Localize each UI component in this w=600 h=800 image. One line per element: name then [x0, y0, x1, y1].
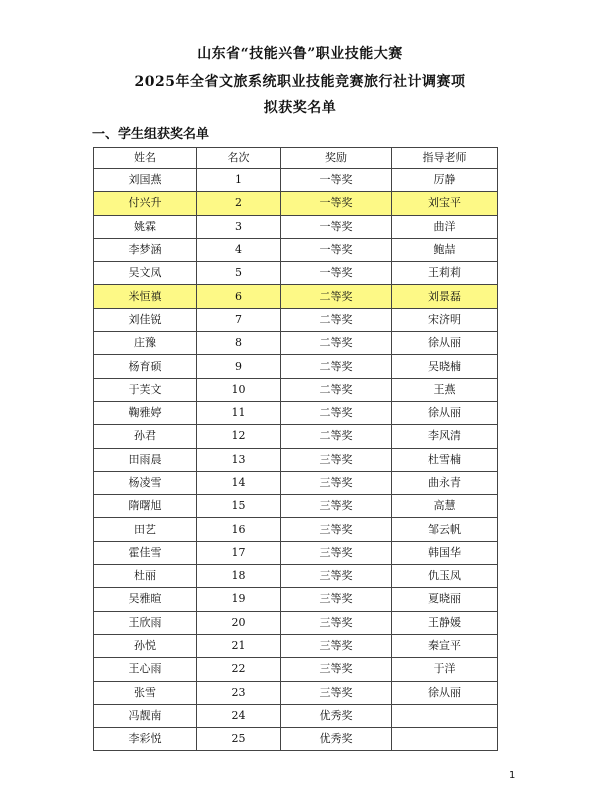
table-row	[94, 169, 498, 192]
cell-teacher: 王静媛	[392, 611, 498, 634]
cell-award: 三等奖	[281, 634, 392, 657]
cell-award: 三等奖	[281, 541, 392, 564]
cell-award: 一等奖	[281, 215, 392, 238]
cell-teacher: 鲍喆	[392, 238, 498, 261]
cell-teacher: 徐从丽	[392, 332, 498, 355]
cell-teacher: 刘宝平	[392, 192, 498, 215]
cell-teacher: 王燕	[392, 378, 498, 401]
cell-name: 李梦涵	[94, 238, 197, 261]
cell-teacher: 高慧	[392, 495, 498, 518]
table-row	[94, 518, 498, 541]
cell-rank: 1	[197, 169, 281, 192]
cell-name: 吴文凤	[94, 262, 197, 285]
cell-rank: 18	[197, 565, 281, 588]
cell-name: 吴雅暄	[94, 588, 197, 611]
cell-rank: 2	[197, 192, 281, 215]
column-header-name: 姓名	[94, 148, 197, 169]
table-row	[94, 704, 498, 727]
cell-teacher: 徐从丽	[392, 401, 498, 424]
title-line-3: 拟获奖名单	[263, 100, 337, 116]
cell-name: 姚霖	[94, 215, 197, 238]
cell-teacher: 杜雪楠	[392, 448, 498, 471]
table-header-row	[94, 148, 498, 169]
cell-award: 二等奖	[281, 425, 392, 448]
cell-teacher: 刘景磊	[392, 285, 498, 308]
cell-teacher: 夏晓丽	[392, 588, 498, 611]
cell-name: 杨凌雪	[94, 471, 197, 494]
cell-name: 田艺	[94, 518, 197, 541]
cell-rank: 17	[197, 541, 281, 564]
table-row	[94, 425, 498, 448]
cell-name: 田雨晨	[94, 448, 197, 471]
table-row	[94, 471, 498, 494]
cell-name: 隋曙旭	[94, 495, 197, 518]
cell-rank: 6	[197, 285, 281, 308]
awards-table	[93, 147, 498, 751]
cell-name: 杨育硕	[94, 355, 197, 378]
cell-rank: 12	[197, 425, 281, 448]
title-line-2: 2025年全省文旅系统职业技能竞赛旅行社计调赛项	[134, 74, 466, 90]
cell-name: 鞠雅婷	[94, 401, 197, 424]
cell-rank: 3	[197, 215, 281, 238]
table-row	[94, 495, 498, 518]
cell-award: 三等奖	[281, 565, 392, 588]
table-row	[94, 332, 498, 355]
cell-rank: 19	[197, 588, 281, 611]
cell-rank: 14	[197, 471, 281, 494]
cell-name: 李彩悦	[94, 728, 197, 751]
column-header-rank: 名次	[197, 148, 281, 169]
cell-teacher: 仇玉凤	[392, 565, 498, 588]
cell-rank: 25	[197, 728, 281, 751]
column-header-award: 奖励	[281, 148, 392, 169]
cell-rank: 10	[197, 378, 281, 401]
cell-award: 二等奖	[281, 332, 392, 355]
cell-award: 三等奖	[281, 471, 392, 494]
cell-award: 三等奖	[281, 588, 392, 611]
cell-teacher	[392, 728, 498, 751]
cell-teacher	[392, 704, 498, 727]
cell-teacher: 宋济明	[392, 308, 498, 331]
cell-rank: 15	[197, 495, 281, 518]
cell-name: 冯靓南	[94, 704, 197, 727]
cell-award: 一等奖	[281, 192, 392, 215]
table-row	[94, 285, 498, 308]
cell-award: 优秀奖	[281, 728, 392, 751]
cell-award: 二等奖	[281, 378, 392, 401]
cell-award: 二等奖	[281, 285, 392, 308]
column-header-teacher: 指导老师	[392, 148, 498, 169]
cell-award: 三等奖	[281, 658, 392, 681]
cell-name: 刘佳锐	[94, 308, 197, 331]
cell-rank: 5	[197, 262, 281, 285]
table-row	[94, 565, 498, 588]
cell-award: 三等奖	[281, 518, 392, 541]
cell-rank: 13	[197, 448, 281, 471]
cell-teacher: 厉静	[392, 169, 498, 192]
cell-rank: 24	[197, 704, 281, 727]
table-row	[94, 634, 498, 657]
cell-name: 刘国燕	[94, 169, 197, 192]
cell-name: 王心雨	[94, 658, 197, 681]
cell-award: 一等奖	[281, 262, 392, 285]
table-row	[94, 448, 498, 471]
cell-rank: 22	[197, 658, 281, 681]
table-row	[94, 215, 498, 238]
cell-rank: 16	[197, 518, 281, 541]
table-row	[94, 611, 498, 634]
cell-rank: 7	[197, 308, 281, 331]
cell-teacher: 李风清	[392, 425, 498, 448]
cell-rank: 21	[197, 634, 281, 657]
cell-rank: 9	[197, 355, 281, 378]
cell-teacher: 曲永青	[392, 471, 498, 494]
cell-award: 一等奖	[281, 238, 392, 261]
cell-award: 三等奖	[281, 611, 392, 634]
cell-teacher: 秦宣平	[392, 634, 498, 657]
cell-award: 三等奖	[281, 448, 392, 471]
cell-teacher: 吴晓楠	[392, 355, 498, 378]
cell-rank: 11	[197, 401, 281, 424]
title-line-1: 山东省“技能兴鲁”职业技能大赛	[197, 46, 403, 62]
page-number: 1	[509, 770, 516, 781]
cell-award: 三等奖	[281, 681, 392, 704]
section-heading: 一、学生组获奖名单	[92, 127, 210, 142]
cell-name: 庄豫	[94, 332, 197, 355]
cell-award: 三等奖	[281, 495, 392, 518]
cell-name: 杜丽	[94, 565, 197, 588]
cell-rank: 4	[197, 238, 281, 261]
cell-name: 付兴升	[94, 192, 197, 215]
cell-award: 二等奖	[281, 355, 392, 378]
table-row	[94, 262, 498, 285]
cell-teacher: 韩国华	[392, 541, 498, 564]
cell-teacher: 邹云帆	[392, 518, 498, 541]
table-row	[94, 658, 498, 681]
cell-rank: 23	[197, 681, 281, 704]
cell-name: 于芙文	[94, 378, 197, 401]
cell-name: 米恒禛	[94, 285, 197, 308]
table-row	[94, 308, 498, 331]
table-row	[94, 401, 498, 424]
table-row	[94, 728, 498, 751]
cell-teacher: 王莉莉	[392, 262, 498, 285]
table-row	[94, 588, 498, 611]
cell-award: 二等奖	[281, 308, 392, 331]
cell-name: 孙悦	[94, 634, 197, 657]
cell-name: 王欣雨	[94, 611, 197, 634]
table-row	[94, 238, 498, 261]
cell-teacher: 徐从丽	[392, 681, 498, 704]
table-row	[94, 541, 498, 564]
cell-award: 二等奖	[281, 401, 392, 424]
cell-name: 霍佳雪	[94, 541, 197, 564]
cell-award: 一等奖	[281, 169, 392, 192]
cell-award: 优秀奖	[281, 704, 392, 727]
cell-rank: 8	[197, 332, 281, 355]
cell-name: 张雪	[94, 681, 197, 704]
table-row	[94, 192, 498, 215]
cell-teacher: 于洋	[392, 658, 498, 681]
cell-teacher: 曲洋	[392, 215, 498, 238]
table-row	[94, 681, 498, 704]
table-row	[94, 378, 498, 401]
cell-name: 孙君	[94, 425, 197, 448]
cell-rank: 20	[197, 611, 281, 634]
table-row	[94, 355, 498, 378]
